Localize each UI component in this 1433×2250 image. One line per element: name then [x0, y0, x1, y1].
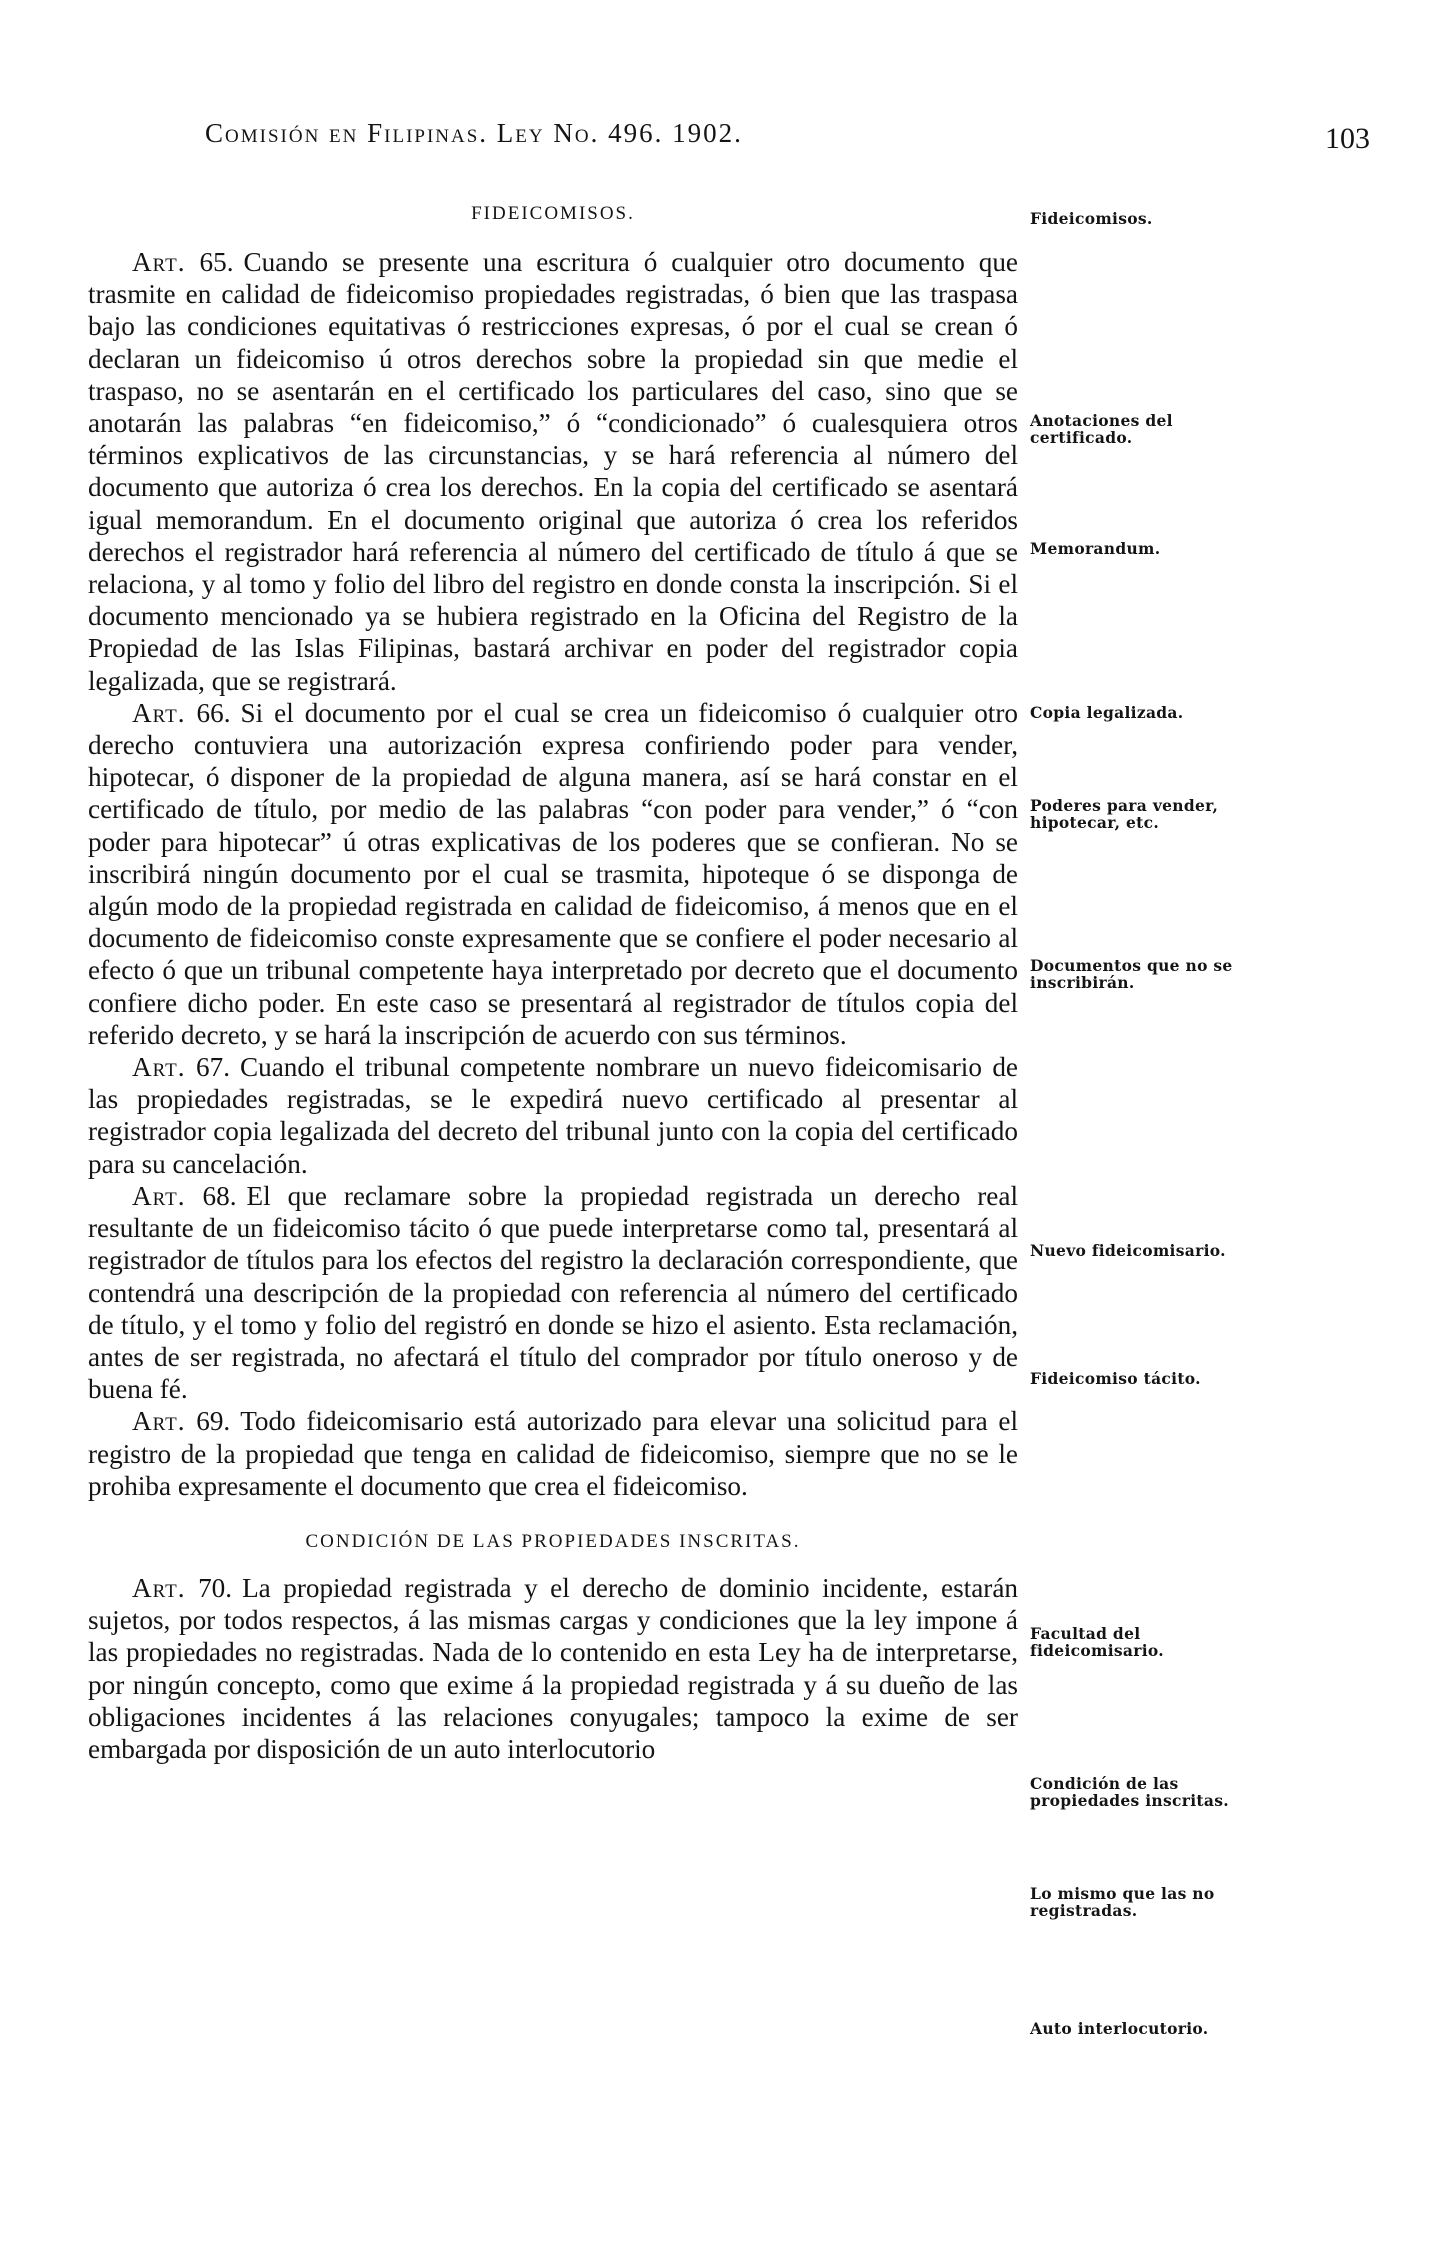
running-title: Comisión en Filipinas. Ley No. 496. 1902. — [205, 118, 743, 148]
marginal-note: Fideicomiso tácito. — [1030, 1369, 1201, 1388]
article-text: La propiedad registrada y el derecho de dominio incidente, estarán sujetos, por todos respectos, á las mismas cargas y condiciones que la ley impone á las propiedades no registradas. Nada de lo contenido en esta Ley ha de interpretarse, por ningún concepto, como que exime á la propiedad registrada y á su dueño de las obligaciones incidentes á las relaciones conyugales; tampoco la exime de ser embargada por disposición de un auto interlocutorio — [88, 1572, 1018, 1764]
article-68 — [88, 1180, 1018, 1405]
article-label: Art. — [132, 1406, 186, 1437]
marginal-note: Poderes para vender, hipotecar, etc. — [1030, 796, 1219, 832]
marginal-note: Copia legalizada. — [1030, 703, 1184, 722]
article-66 — [88, 697, 1018, 1051]
marginal-note: Condición de las propiedades inscritas. — [1030, 1774, 1229, 1810]
article-text: El que reclamare sobre la propiedad registrada un derecho real resultante de un fideicomiso tácito ó que puede interpretarse como tal, presentará al registrador de títulos para los efectos del registro la declaración correspondiente, que contendrá una descripción de la propiedad con referencia al número del certificado de título, y el tomo y folio del registró en donde se hizo el asiento. Esta reclamación, antes de ser registrada, no afectará el título del comprador por título oneroso y de buena fé. — [88, 1180, 1018, 1405]
marginal-note: Anotaciones del certificado. — [1030, 411, 1173, 447]
article-number: 66. — [196, 697, 231, 728]
marginal-note: Facultad del fideicomisario. — [1030, 1624, 1164, 1660]
main-text-column — [88, 198, 1018, 1765]
marginal-note: Lo mismo que las no registradas. — [1030, 1884, 1215, 1920]
article-number: 69. — [196, 1406, 231, 1437]
article-number: 67. — [196, 1052, 230, 1083]
article-number: 70. — [198, 1572, 233, 1603]
article-65 — [88, 246, 1018, 697]
article-number: 65. — [199, 247, 234, 277]
page-number: 103 — [1325, 122, 1370, 155]
article-text: Cuando el tribunal competente nombrare un nuevo fideicomisario de las propiedades registradas, se le expedirá nuevo certificado al presentar al registrador copia legalizada del decreto del tribunal junto con la copia del certificado para su cancelación. — [88, 1052, 1019, 1179]
article-69 — [88, 1405, 1018, 1502]
article-text: Cuando se presente una escritura ó cualquier otro documento que trasmite en calidad de fideicomiso propiedades registradas, ó bien que las traspasa bajo las condiciones equitativas ó restricciones expresas, ó por el cual se crean ó declaran un fideicomiso ú otros derechos sobre la propiedad sin que medie el traspaso, no se asentarán en el certificado los particulares del caso, sino que se anotarán las palabras “en fideicomiso,” ó “condicionado” ó cualesquiera otros términos explicativos de las circunstancias, y se hará referencia al número del documento que autoriza ó crea los derechos. En la copia del certificado se asentará igual memorandum. En el documento original que autoriza ó crea los referidos derechos el registrador hará referencia al número del certificado de título á que se relaciona, y al tomo y folio del libro del registro en donde consta la inscripción. Si el documento mencionado ya se hubiera registrado en la Oficina del Registro de la Propiedad de las Islas Filipinas, bastará archivar en poder del registrador copia legalizada, que se registrará. — [88, 247, 1019, 696]
article-label: Art. — [132, 1180, 186, 1211]
article-70 — [88, 1572, 1018, 1765]
article-text: Si el documento por el cual se crea un fideicomiso ó cualquier otro derecho contuviera una autorización expresa confiriendo poder para vender, hipotecar, ó disponer de la propiedad de alguna manera, así se hará constar en el certificado de título, por medio de las palabras “con poder para vender,” ó “con poder para hipotecar” ú otras explicativas de los poderes que se confieran. No se inscribirá ningún documento por el cual se trasmita, hipoteque ó se disponga de algún modo de la propiedad registrada en calidad de fideicomiso, á menos que en el documento de fideicomiso conste expresamente que se confiere el poder necesario al efecto ó que un tribunal competente haya interpretado por decreto que el documento confiere dicho poder. En este caso se presentará al registrador de títulos copia del referido decreto, y se hará la inscripción de acuerdo con sus términos. — [88, 697, 1019, 1050]
section-heading-condicion: CONDICIÓN DE LAS PROPIEDADES INSCRITAS. — [305, 1530, 801, 1552]
article-number: 68. — [202, 1180, 237, 1211]
article-text: Todo fideicomisario está autorizado para elevar una solicitud para el registro de la propiedad que tenga en calidad de fideicomiso, siempre que no se le prohiba expresamente el documento que crea el fideicomiso. — [88, 1406, 1019, 1501]
marginal-note: Nuevo fideicomisario. — [1030, 1241, 1226, 1260]
article-label: Art. — [132, 1052, 186, 1083]
marginal-note: Auto interlocutorio. — [1030, 2019, 1209, 2038]
article-label: Art. — [132, 247, 186, 277]
running-head — [0, 118, 1433, 158]
article-label: Art. — [132, 697, 186, 728]
article-67 — [88, 1051, 1018, 1180]
marginal-note: Memorandum. — [1030, 539, 1161, 558]
marginal-note: Fideicomisos. — [1030, 209, 1153, 228]
marginal-note: Documentos que no se inscribirán. — [1030, 956, 1233, 992]
section-heading-fideicomisos: FIDEICOMISOS. — [471, 203, 635, 224]
article-label: Art. — [132, 1572, 186, 1603]
